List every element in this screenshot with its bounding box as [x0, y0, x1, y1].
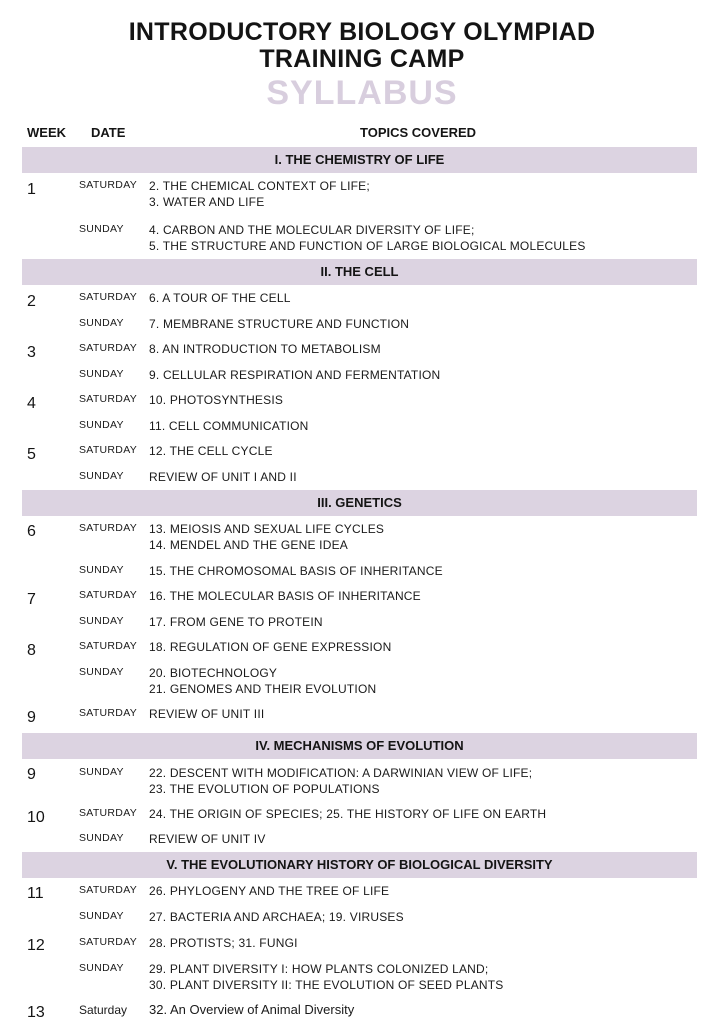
- topic-line: REVIEW OF UNIT IV: [149, 832, 266, 846]
- topic-line: REVIEW OF UNIT III: [149, 707, 265, 721]
- topic-line: 23. THE EVOLUTION OF POPULATIONS: [149, 782, 380, 796]
- topic-line: 5. THE STRUCTURE AND FUNCTION OF LARGE BIOLOGICAL MOLECULES: [149, 239, 586, 253]
- week-number: 3: [27, 344, 36, 361]
- topic-line: 24. THE ORIGIN OF SPECIES; 25. THE HISTORY OF LIFE ON EARTH: [149, 807, 547, 821]
- session-day: SATURDAY: [79, 936, 138, 948]
- topic-line: 32. An Overview of Animal Diversity: [149, 1002, 355, 1017]
- topic-line: 6. A TOUR OF THE CELL: [149, 291, 291, 305]
- week-number: 9: [27, 709, 36, 726]
- session-day: SUNDAY: [79, 419, 124, 431]
- session-day: SUNDAY: [79, 615, 124, 627]
- week-number: 13: [27, 1004, 45, 1021]
- week-number: 12: [27, 937, 45, 954]
- week-number: 1: [27, 181, 36, 198]
- session-day: SATURDAY: [79, 393, 138, 405]
- topic-line: 9. CELLULAR RESPIRATION AND FERMENTATION: [149, 368, 441, 382]
- topic-line: 12. THE CELL CYCLE: [149, 444, 273, 458]
- session-day: SUNDAY: [79, 766, 124, 778]
- topic-line: 11. CELL COMMUNICATION: [149, 419, 309, 433]
- week-number: 11: [27, 885, 44, 902]
- topic-line: 13. MEIOSIS AND SEXUAL LIFE CYCLES: [149, 522, 385, 536]
- session-day: SUNDAY: [79, 962, 124, 974]
- topic-line: 20. BIOTECHNOLOGY: [149, 666, 278, 680]
- week-number: 4: [27, 395, 36, 412]
- unit-header: V. THE EVOLUTIONARY HISTORY OF BIOLOGICAL DIVERSITY: [22, 852, 697, 878]
- topic-line: 14. MENDEL AND THE GENE IDEA: [149, 538, 348, 552]
- session-day: SUNDAY: [79, 564, 124, 576]
- session-day: SATURDAY: [79, 291, 138, 303]
- topic-line: 28. PROTISTS; 31. FUNGI: [149, 936, 298, 950]
- session-day: SUNDAY: [79, 470, 124, 482]
- session-day: SUNDAY: [79, 666, 124, 678]
- session-day: SATURDAY: [79, 444, 138, 456]
- unit-header: I. THE CHEMISTRY OF LIFE: [22, 147, 697, 173]
- topic-line: 30. PLANT DIVERSITY II: THE EVOLUTION OF SEED PLANTS: [149, 978, 504, 992]
- column-header-topics: TOPICS COVERED: [360, 125, 477, 140]
- session-day: SATURDAY: [79, 807, 138, 819]
- session-day: SUNDAY: [79, 832, 124, 844]
- session-day: SATURDAY: [79, 884, 138, 896]
- session-day: SUNDAY: [79, 910, 124, 922]
- column-header-week: WEEK: [27, 125, 66, 140]
- topic-line: 7. MEMBRANE STRUCTURE AND FUNCTION: [149, 317, 410, 331]
- document-title-line2: TRAINING CAMP: [259, 45, 465, 73]
- session-day: SATURDAY: [79, 342, 138, 354]
- session-day: SATURDAY: [79, 640, 138, 652]
- session-day: SUNDAY: [79, 368, 124, 380]
- session-day: SUNDAY: [79, 223, 124, 235]
- topic-line: 22. DESCENT WITH MODIFICATION: A DARWINIAN VIEW OF LIFE;: [149, 766, 533, 780]
- week-number: 10: [27, 809, 45, 826]
- document-title: INTRODUCTORY BIOLOGY OLYMPIAD: [128, 18, 596, 46]
- unit-header: II. THE CELL: [22, 259, 697, 285]
- topic-line: 27. BACTERIA AND ARCHAEA; 19. VIRUSES: [149, 910, 404, 924]
- session-day: SATURDAY: [79, 707, 138, 719]
- topic-line: 8. AN INTRODUCTION TO METABOLISM: [149, 342, 381, 356]
- topic-line: 2. THE CHEMICAL CONTEXT OF LIFE;: [149, 179, 370, 193]
- topic-line: 16. THE MOLECULAR BASIS OF INHERITANCE: [149, 589, 421, 603]
- week-number: 5: [27, 446, 36, 463]
- week-number: 2: [27, 293, 36, 310]
- topic-line: REVIEW OF UNIT I AND II: [149, 470, 297, 484]
- topic-line: 18. REGULATION OF GENE EXPRESSION: [149, 640, 392, 654]
- topic-line: 26. PHYLOGENY AND THE TREE OF LIFE: [149, 884, 390, 898]
- topic-line: 17. FROM GENE TO PROTEIN: [149, 615, 323, 629]
- topic-line: 29. PLANT DIVERSITY I: HOW PLANTS COLONIZED LAND;: [149, 962, 489, 976]
- session-day: SATURDAY: [79, 589, 138, 601]
- topic-line: 4. CARBON AND THE MOLECULAR DIVERSITY OF LIFE;: [149, 223, 475, 237]
- session-day: SATURDAY: [79, 179, 138, 191]
- week-number: 8: [27, 642, 36, 659]
- document-subtitle: SYLLABUS: [266, 74, 458, 112]
- week-number: 9: [27, 766, 36, 783]
- session-day: SUNDAY: [79, 317, 124, 329]
- topic-line: 21. GENOMES AND THEIR EVOLUTION: [149, 682, 377, 696]
- column-header-date: DATE: [91, 125, 126, 140]
- topic-line: 15. THE CHROMOSOMAL BASIS OF INHERITANCE: [149, 564, 443, 578]
- unit-header: IV. MECHANISMS OF EVOLUTION: [22, 733, 697, 759]
- unit-header: III. GENETICS: [22, 490, 697, 516]
- week-number: 7: [27, 591, 36, 608]
- topic-line: 10. PHOTOSYNTHESIS: [149, 393, 284, 407]
- week-number: 6: [27, 523, 36, 540]
- session-day: SATURDAY: [79, 522, 138, 534]
- topic-line: 3. WATER AND LIFE: [149, 195, 265, 209]
- session-day: Saturday: [79, 1003, 128, 1017]
